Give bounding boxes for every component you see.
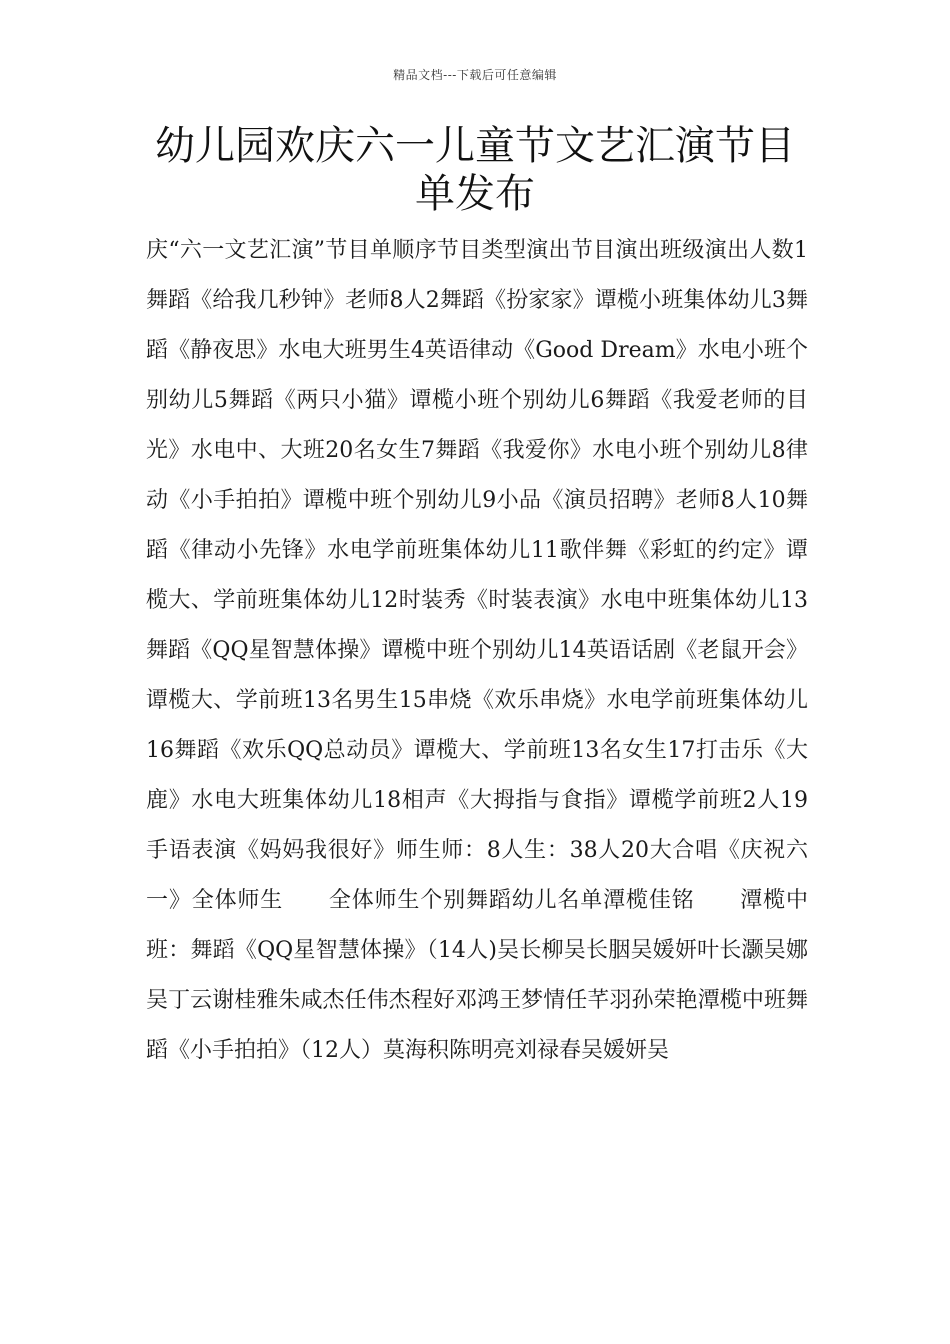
header-note: 精品文档---下载后可任意编辑 <box>393 68 557 82</box>
document-body: 庆“六一文艺汇演”节目单顺序节目类型演出节目演出班级演出人数1舞蹈《给我几秒钟》老师8人2舞蹈《扮家家》谭榄小班集体幼儿3舞蹈《静夜思》水电大班男生4英语律动《Good Dream》水电小班个别幼儿5舞蹈《两只小猫》谭榄小班个别幼儿6舞蹈《我爱老师的目光》水电中、大班20名女生7舞蹈《我爱你》水电小班个别幼儿8律动《小手拍拍》谭榄中班个别幼儿9小品《演员招聘》老师8人10舞蹈《律动小先锋》水电学前班集体幼儿11歌伴舞《彩虹的约定》谭榄大、学前班集体幼儿12时装秀《时装表演》水电中班集体幼儿13舞蹈《QQ星智慧体操》谭榄中班个别幼儿14英语话剧《老鼠开会》谭榄大、学前班13名男生15串烧《欢乐串烧》水电学前班集体幼儿16舞蹈《欢乐QQ总动员》谭榄大、学前班13名女生17打击乐《大鹿》水电大班集体幼儿18相声《大拇指与食指》谭榄学前班2人19手语表演《妈妈我很好》师生师：8人生：38人20大合唱《庆祝六一》全体师生 全体师生个别舞蹈幼儿名单潭榄佳铭 潭榄中班：舞蹈《QQ星智慧体操》（14人)吴长柳吴长胭吴媛妍叶长灏吴娜吴丁云谢桂雅朱咸杰任伟杰程好邓鸿王梦情任芊羽孙荣艳潭榄中班舞蹈《小手拍拍》（12人）莫海积陈明亮刘禄春吴媛妍吴 <box>146 238 808 1063</box>
document-title: 幼儿园欢庆六一儿童节文艺汇演节目单发布 <box>155 123 795 217</box>
